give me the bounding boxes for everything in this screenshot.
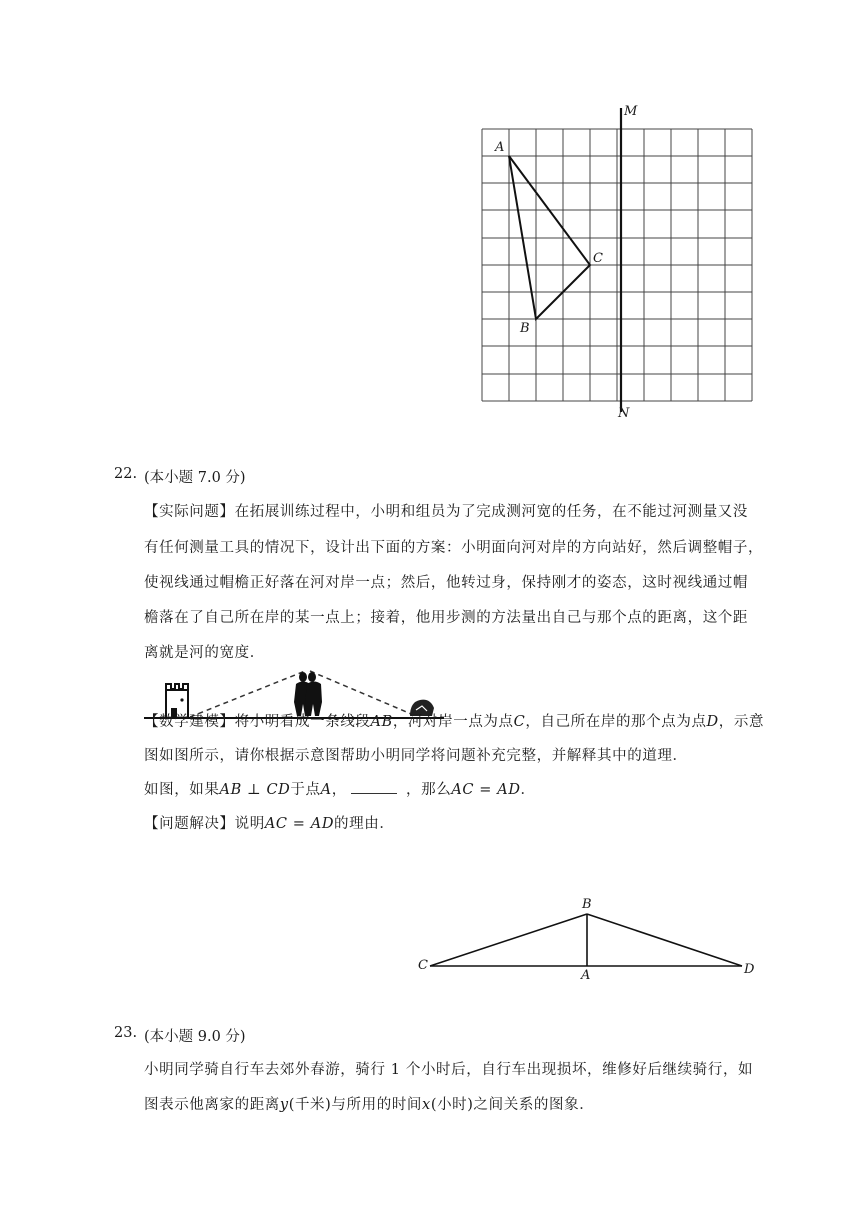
question-points: (本小题 9.0 分) <box>144 1029 246 1045</box>
model-line-2: 图如图所示，请你根据示意图帮助小明同学将问题补充完整，并解释其中的道理． <box>144 748 688 764</box>
label-c: C <box>593 251 603 266</box>
segment-cb <box>430 914 587 966</box>
practical-line-2: 有任何测量工具的情况下，设计出下面的方案：小明面向河对岸的方向站好，然后调整帽子， <box>144 540 764 556</box>
label-c2: C <box>418 958 428 973</box>
label-a2: A <box>581 968 591 983</box>
practical-line-5: 离就是河的宽度． <box>144 645 265 661</box>
q23-line-2: 图表示他离家的距离y(千米)与所用的时间x(小时)之间关系的图象． <box>144 1097 595 1113</box>
practical-line-1: 【实际问题】在拓展训练过程中，小明和组员为了完成测河宽的任务，在不能过河测量又没 <box>144 504 748 520</box>
question-number: 22. <box>114 466 138 482</box>
question-number: 23. <box>114 1025 138 1041</box>
label-b: B <box>520 321 530 336</box>
condition-line: 如图，如果AB ⊥ CD于点A， ，那么AC = AD． <box>144 782 536 798</box>
label-d2: D <box>744 962 755 977</box>
label-a: A <box>495 140 505 155</box>
label-n: N <box>618 406 630 421</box>
segment-bd <box>587 914 742 966</box>
label-m: M <box>624 104 638 119</box>
question-points: (本小题 7.0 分) <box>144 470 246 486</box>
solve-line: 【问题解决】说明AC = AD的理由． <box>144 816 395 832</box>
label-b2: B <box>582 897 592 912</box>
practical-line-4: 檐落在了自己所在岸的某一点上；接着，他用步测的方法量出自己与那个点的距离，这个距 <box>144 610 748 626</box>
practical-line-3: 使视线通过帽檐正好落在河对岸一点；然后，他转过身，保持刚才的姿态，这时视线通过帽 <box>144 575 748 591</box>
model-line-1: 【数学建模】将小明看成一条线段AB，河对岸一点为点C，自己所在岸的那个点为点D，示意 <box>144 714 765 730</box>
q23-line-1: 小明同学骑自行车去郊外春游，骑行 1 个小时后，自行车出现损坏，维修好后继续骑行，如 <box>144 1062 754 1078</box>
